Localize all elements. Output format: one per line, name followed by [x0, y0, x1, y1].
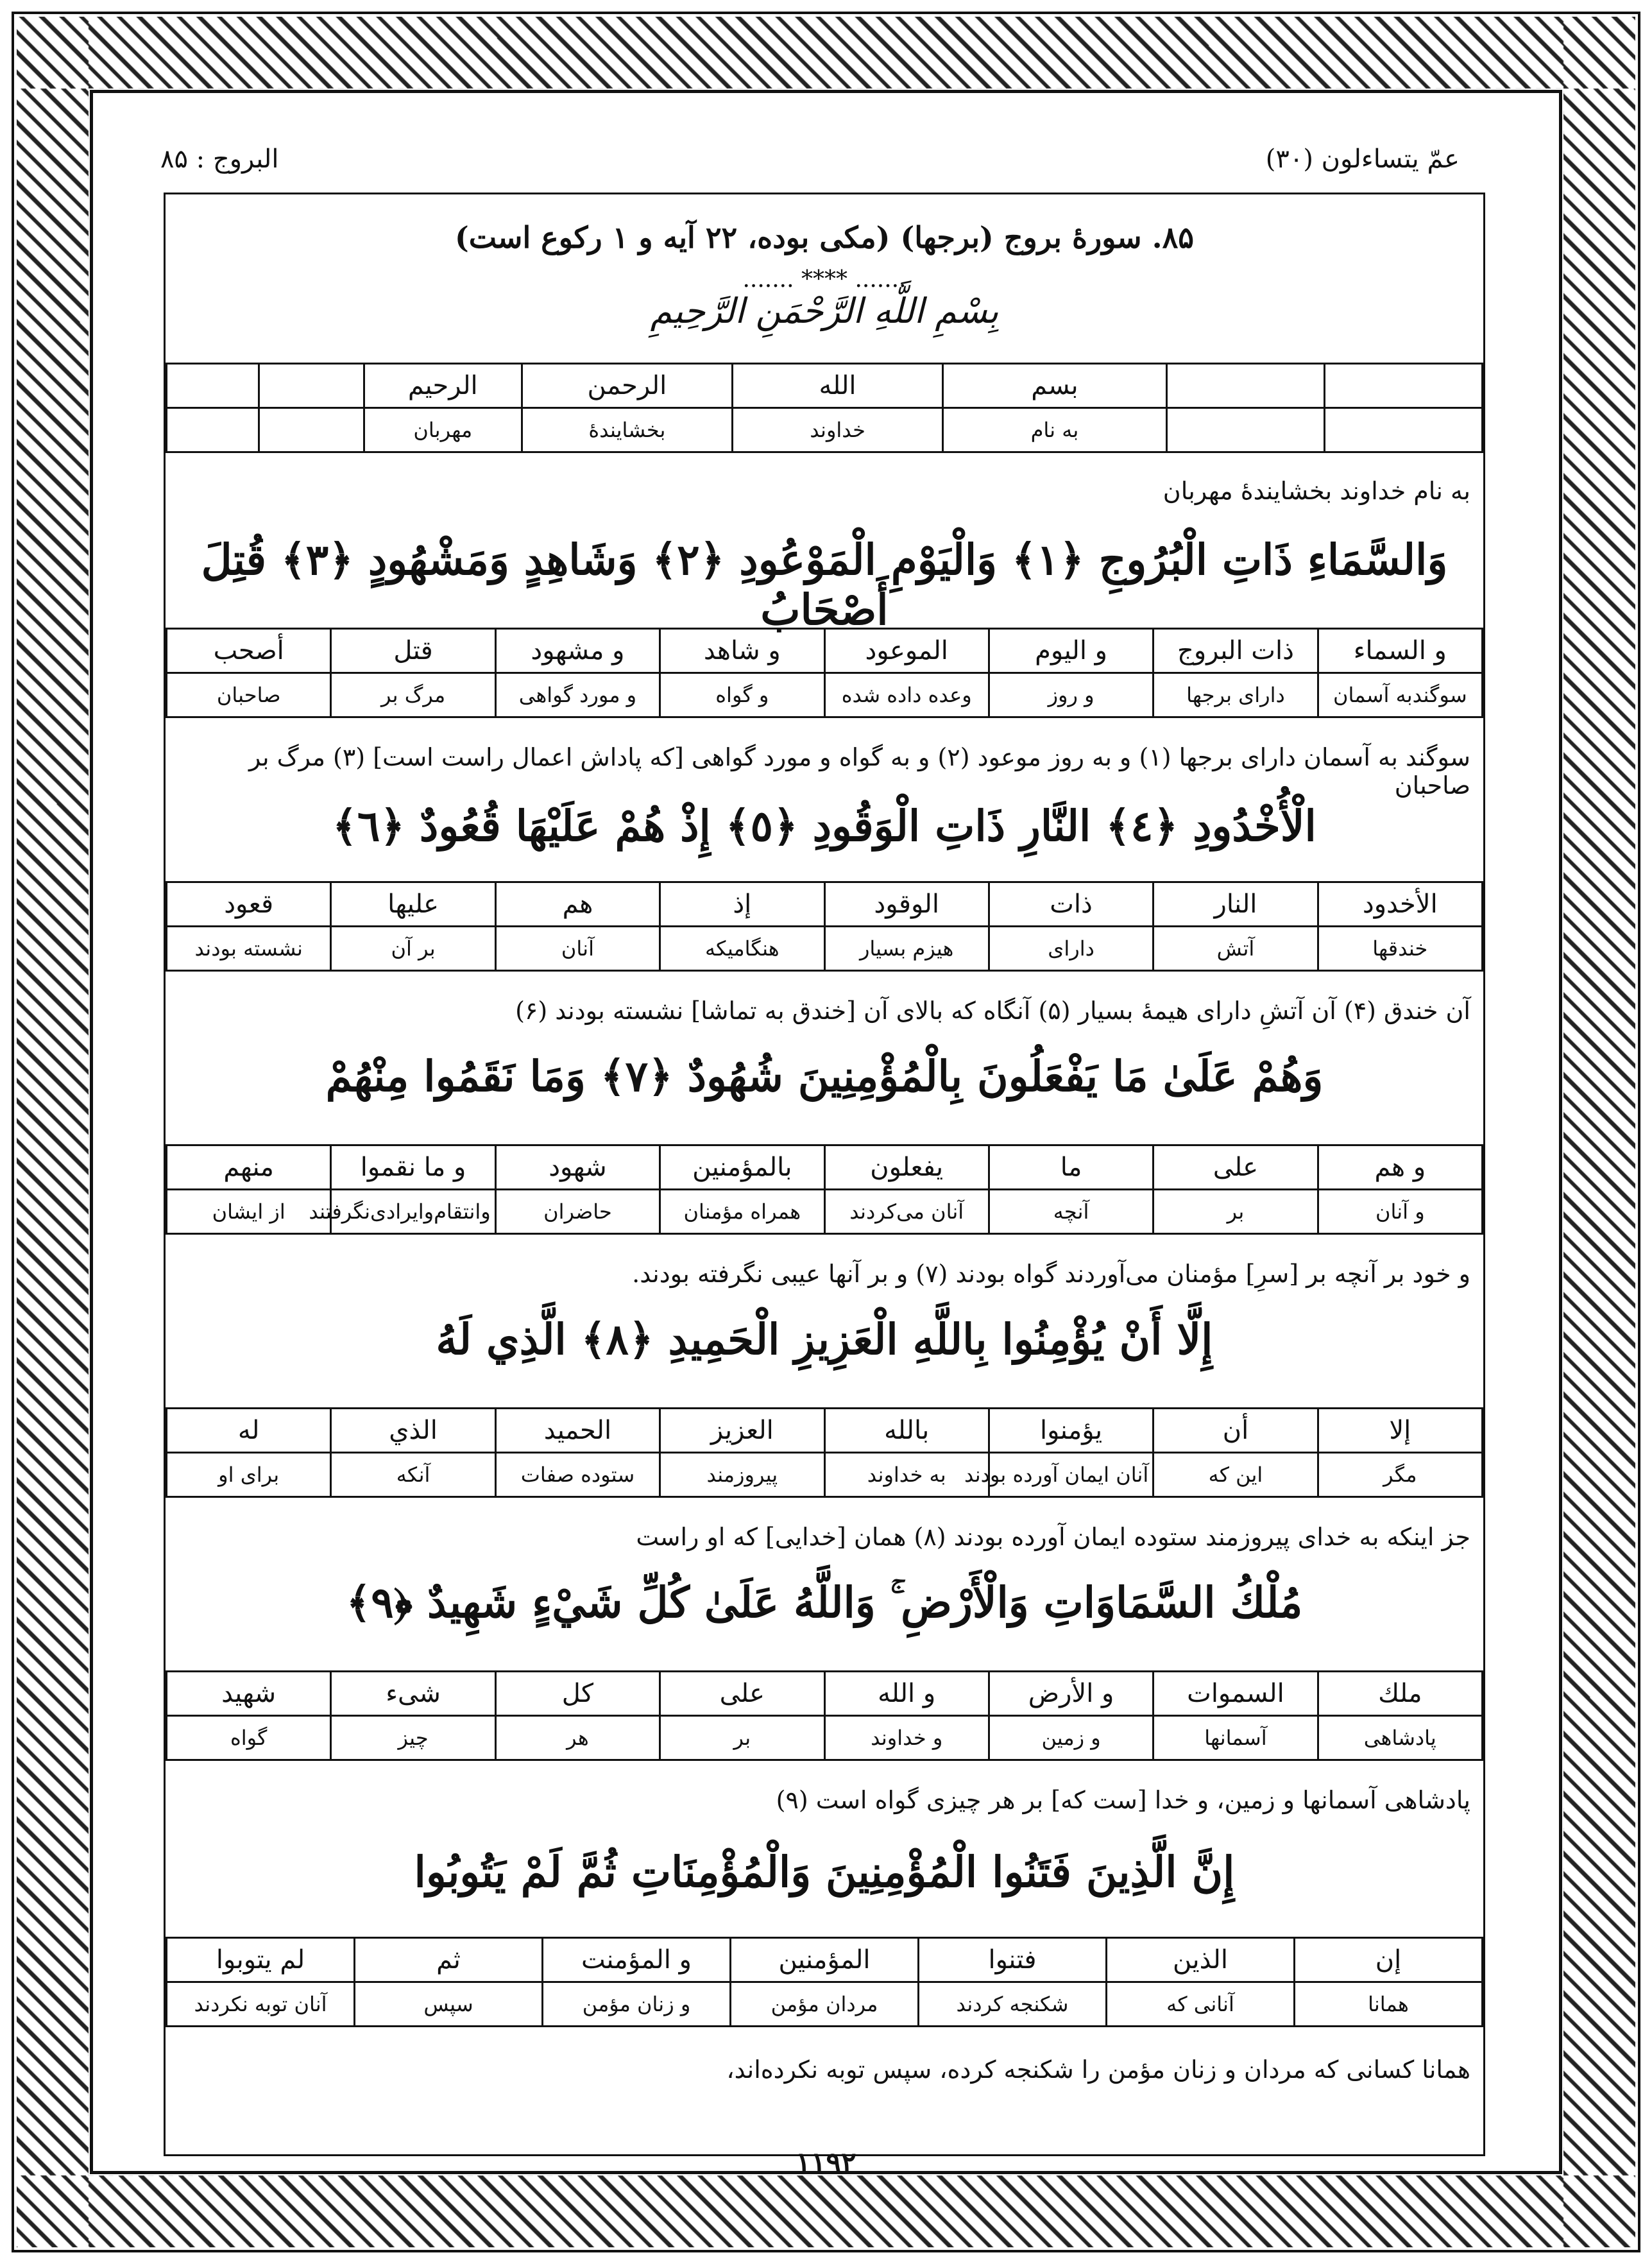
gloss-ar-cell: ثم	[355, 1938, 543, 1982]
gloss-ar-cell: بالله	[824, 1409, 989, 1453]
gloss-ar-cell: الله	[732, 364, 942, 408]
gloss-fa-cell: بخشايندۀ	[522, 408, 732, 452]
gloss-fa-cell: بر	[1154, 1190, 1318, 1234]
gloss-ar-cell: شهيد	[167, 1672, 331, 1716]
gloss-ar-cell: قعود	[167, 882, 331, 927]
gloss-ar-cell: العزيز	[660, 1409, 824, 1453]
gloss-fa-cell: آنچه	[989, 1190, 1153, 1234]
translation-3: و خود بر آنچه بر [سرِ] مؤمنان می‌آوردند گواه بودند (۷) و بر آنها عيبی نگرفته بودند.	[632, 1260, 1470, 1288]
gloss-fa-cell: و روز	[989, 673, 1153, 717]
gloss-ar-cell: بسم	[943, 364, 1167, 408]
gloss-fa-cell: آنان	[495, 927, 660, 971]
gloss-ar-cell: الذين	[1107, 1938, 1295, 1982]
translation-4: جز اينكه به خدای پيروزمند ستوده ايمان آورده بودند (۸) همان [خدايی] كه او راست	[636, 1523, 1470, 1551]
gloss-ar-cell: لم يتوبوا	[167, 1938, 355, 1982]
gloss-fa-cell: حاضران	[495, 1190, 660, 1234]
translation-basmala: به نام خداوند بخشايندۀ مهربان	[1162, 477, 1470, 505]
gloss-fa-cell: همانا	[1295, 1982, 1483, 2027]
gloss-fa-cell: ستوده صفات	[495, 1453, 660, 1497]
gloss-ar-cell: بالمؤمنين	[660, 1145, 824, 1190]
gloss-fa-cell: آتش	[1154, 927, 1318, 971]
gloss-ar-cell: الأخدود	[1318, 882, 1482, 927]
gloss-fa-cell: آنكه	[331, 1453, 495, 1497]
gloss-fa-cell: هر	[495, 1716, 660, 1760]
gloss-ar-cell: الموعود	[824, 629, 989, 673]
gloss-ar-cell: شهود	[495, 1145, 660, 1190]
gloss-fa-cell: آنان ايمان آورده بودند	[989, 1453, 1153, 1497]
arabic-verse-line-2: الْأُخْدُودِ ﴿٤﴾ النَّارِ ذَاتِ الْوَقُودِ ﴿٥﴾ إِذْ هُمْ عَلَيْهَا قُعُودٌ ﴿٦﴾	[332, 801, 1316, 851]
gloss-fa-cell: و خداوند	[824, 1716, 989, 1760]
gloss-ar-cell: و ما نقموا	[331, 1145, 495, 1190]
gloss-ar-cell: له	[167, 1409, 331, 1453]
gloss-table-6	[166, 1937, 1483, 2027]
gloss-ar-cell: على	[1154, 1145, 1318, 1190]
translation-2: آن خندق (۴) آن آتشِ دارای هيمۀ بسيار (۵) آنگاه که بالای آن [خندق به تماشا] نشسته بودند (۶)	[515, 997, 1470, 1025]
gloss-fa-cell: پادشاهی	[1318, 1716, 1482, 1760]
gloss-ar-cell: فتنوا	[919, 1938, 1107, 1982]
gloss-table-3	[166, 1144, 1483, 1235]
gloss-ar-cell: على	[660, 1672, 824, 1716]
gloss-ar-cell: إلا	[1318, 1409, 1482, 1453]
gloss-fa-cell: مهربان	[364, 408, 522, 452]
gloss-ar-cell: السموات	[1154, 1672, 1318, 1716]
gloss-fa-cell: خداوند	[732, 408, 942, 452]
gloss-ar-cell: كل	[495, 1672, 660, 1716]
gloss-fa-cell: چيز	[331, 1716, 495, 1760]
gloss-ar-cell: إن	[1295, 1938, 1483, 1982]
gloss-fa-cell: دارای برجها	[1154, 673, 1318, 717]
translation-1: سوگند به آسمان دارای برجها (۱) و به روز موعود (۲) و به گواه و مورد گواهی [که پاداش اعمال راست است] (۳) مرگ بر صاحبان	[249, 743, 1470, 800]
gloss-ar-cell: و السماء	[1318, 629, 1482, 673]
gloss-fa-cell: بر آن	[331, 927, 495, 971]
gloss-fa-cell: به خداوند	[824, 1453, 989, 1497]
gloss-fa-cell: اين که	[1154, 1453, 1318, 1497]
gloss-ar-cell: شىء	[331, 1672, 495, 1716]
gloss-fa-cell: وعده داده شده	[824, 673, 989, 717]
header-juz: عمّ يتساءلون (۳۰)	[1265, 144, 1460, 174]
arabic-verse-line-1: وَالسَّمَاءِ ذَاتِ الْبُرُوجِ ﴿١﴾ وَالْيَوْمِ الْمَوْعُودِ ﴿٢﴾ وَشَاهِدٍ وَمَشْهُودٍ ﴿٣﴾ قُتِلَ أَصْحَابُ	[201, 535, 1448, 635]
gloss-ar-cell: و شاهد	[660, 629, 824, 673]
gloss-ar-cell: هم	[495, 882, 660, 927]
gloss-fa-cell: و زنان مؤمن	[543, 1982, 731, 2027]
arabic-verse-line-6: إِنَّ الَّذِينَ فَتَنُوا الْمُؤْمِنِينَ وَالْمُؤْمِنَاتِ ثُمَّ لَمْ يَتُوبُوا	[414, 1847, 1235, 1897]
gloss-ar-cell: ذات	[989, 882, 1153, 927]
gloss-table-1	[166, 628, 1483, 718]
gloss-fa-cell: خندقها	[1318, 927, 1482, 971]
gloss-ar-cell: الرحمن	[522, 364, 732, 408]
gloss-fa-cell: و زمين	[989, 1716, 1153, 1760]
gloss-fa-cell: از ايشان	[167, 1190, 331, 1234]
gloss-fa-cell: آنان توبه نكردند	[167, 1982, 355, 2027]
gloss-ar-cell: يؤمنوا	[989, 1409, 1153, 1453]
gloss-fa-cell: وانتقام‌وايرادی‌نگرفتند	[331, 1190, 495, 1234]
translation-6: همانا كسانی كه مردان و زنان مؤمن را شكنجه كرده، سپس توبه نكرده‌اند،	[726, 2055, 1470, 2084]
text-frame	[164, 193, 1485, 2156]
gloss-fa-cell: مگر	[1318, 1453, 1482, 1497]
gloss-ar-cell: أن	[1154, 1409, 1318, 1453]
gloss-fa-cell: مرگ بر	[331, 673, 495, 717]
gloss-ar-cell: المؤمنين	[731, 1938, 919, 1982]
title-separator: ....... **** .......	[742, 266, 907, 293]
gloss-ar-cell: و الأرض	[989, 1672, 1153, 1716]
gloss-ar-cell: و هم	[1318, 1145, 1482, 1190]
gloss-ar-cell: ذات البروج	[1154, 629, 1318, 673]
gloss-fa-cell: سوگندبه آسمان	[1318, 673, 1482, 717]
page-number: ۱۱۹۲	[796, 2147, 856, 2179]
gloss-ar-cell: و اليوم	[989, 629, 1153, 673]
gloss-ar-cell: الحميد	[495, 1409, 660, 1453]
gloss-ar-cell: النار	[1154, 882, 1318, 927]
gloss-ar-cell: أصحب	[167, 629, 331, 673]
gloss-fa-cell: مردان مؤمن	[731, 1982, 919, 2027]
gloss-fa-cell: شكنجه كردند	[919, 1982, 1107, 2027]
gloss-fa-cell: آنانی كه	[1107, 1982, 1295, 2027]
arabic-verse-line-3: وَهُمْ عَلَىٰ مَا يَفْعَلُونَ بِالْمُؤْمِنِينَ شُهُودٌ ﴿٧﴾ وَمَا نَقَمُوا مِنْهُمْ	[325, 1051, 1324, 1101]
gloss-ar-cell: و المؤمنت	[543, 1938, 731, 1982]
arabic-verse-line-5: مُلْكُ السَّمَاوَاتِ وَالْأَرْضِ ۚ وَاللَّهُ عَلَىٰ كُلِّ شَيْءٍ شَهِيدٌ ﴿٩﴾	[346, 1577, 1303, 1627]
gloss-ar-cell: الوقود	[824, 882, 989, 927]
translation-5: پادشاهی آسمانها و زمين، و خدا [ست كه] بر هر چيزی گواه است (۹)	[776, 1786, 1470, 1814]
gloss-fa-cell: آسمانها	[1154, 1716, 1318, 1760]
gloss-fa-cell: صاحبان	[167, 673, 331, 717]
gloss-fa-cell: بر	[660, 1716, 824, 1760]
gloss-ar-cell: ملك	[1318, 1672, 1482, 1716]
gloss-fa-cell: هنگاميكه	[660, 927, 824, 971]
surah-title: ۸۵. سورۀ بروج (برجها) (مکی بوده، ۲۲ آیه و ۱ رکوع است)	[454, 220, 1195, 255]
gloss-ar-cell: الرحيم	[364, 364, 522, 408]
gloss-ar-cell: و الله	[824, 1672, 989, 1716]
gloss-fa-cell: هيزم بسيار	[824, 927, 989, 971]
gloss-fa-cell: به نام	[943, 408, 1167, 452]
gloss-fa-cell: و مورد گواهی	[495, 673, 660, 717]
gloss-table-basmala	[166, 363, 1483, 453]
gloss-ar-cell: عليها	[331, 882, 495, 927]
gloss-fa-cell: آنان می‌کردند	[824, 1190, 989, 1234]
gloss-table-5	[166, 1670, 1483, 1761]
gloss-ar-cell: ما	[989, 1145, 1153, 1190]
gloss-fa-cell: و آنان	[1318, 1190, 1482, 1234]
gloss-ar-cell: منهم	[167, 1145, 331, 1190]
gloss-ar-cell: يفعلون	[824, 1145, 989, 1190]
gloss-fa-cell: دارای	[989, 927, 1153, 971]
gloss-ar-cell: الذي	[331, 1409, 495, 1453]
arabic-verse-line-4: إِلَّا أَنْ يُؤْمِنُوا بِاللَّهِ الْعَزِيزِ الْحَمِيدِ ﴿٨﴾ الَّذِي لَهُ	[436, 1314, 1213, 1364]
gloss-ar-cell: قتل	[331, 629, 495, 673]
gloss-table-4	[166, 1407, 1483, 1498]
gloss-fa-cell: پيروزمند	[660, 1453, 824, 1497]
basmala-calligraphy: بِسْمِ اللَّهِ الرَّحْمَنِ الرَّحِيمِ	[650, 291, 999, 331]
gloss-fa-cell: گواه	[167, 1716, 331, 1760]
gloss-table-2	[166, 881, 1483, 972]
gloss-ar-cell: و مشهود	[495, 629, 660, 673]
gloss-fa-cell: نشسته بودند	[167, 927, 331, 971]
gloss-ar-cell: إذ	[660, 882, 824, 927]
header-surah: البروج : ۸۵	[160, 144, 279, 174]
gloss-fa-cell: و گواه	[660, 673, 824, 717]
gloss-fa-cell: همراه مؤمنان	[660, 1190, 824, 1234]
gloss-fa-cell: برای او	[167, 1453, 331, 1497]
gloss-fa-cell: سپس	[355, 1982, 543, 2027]
